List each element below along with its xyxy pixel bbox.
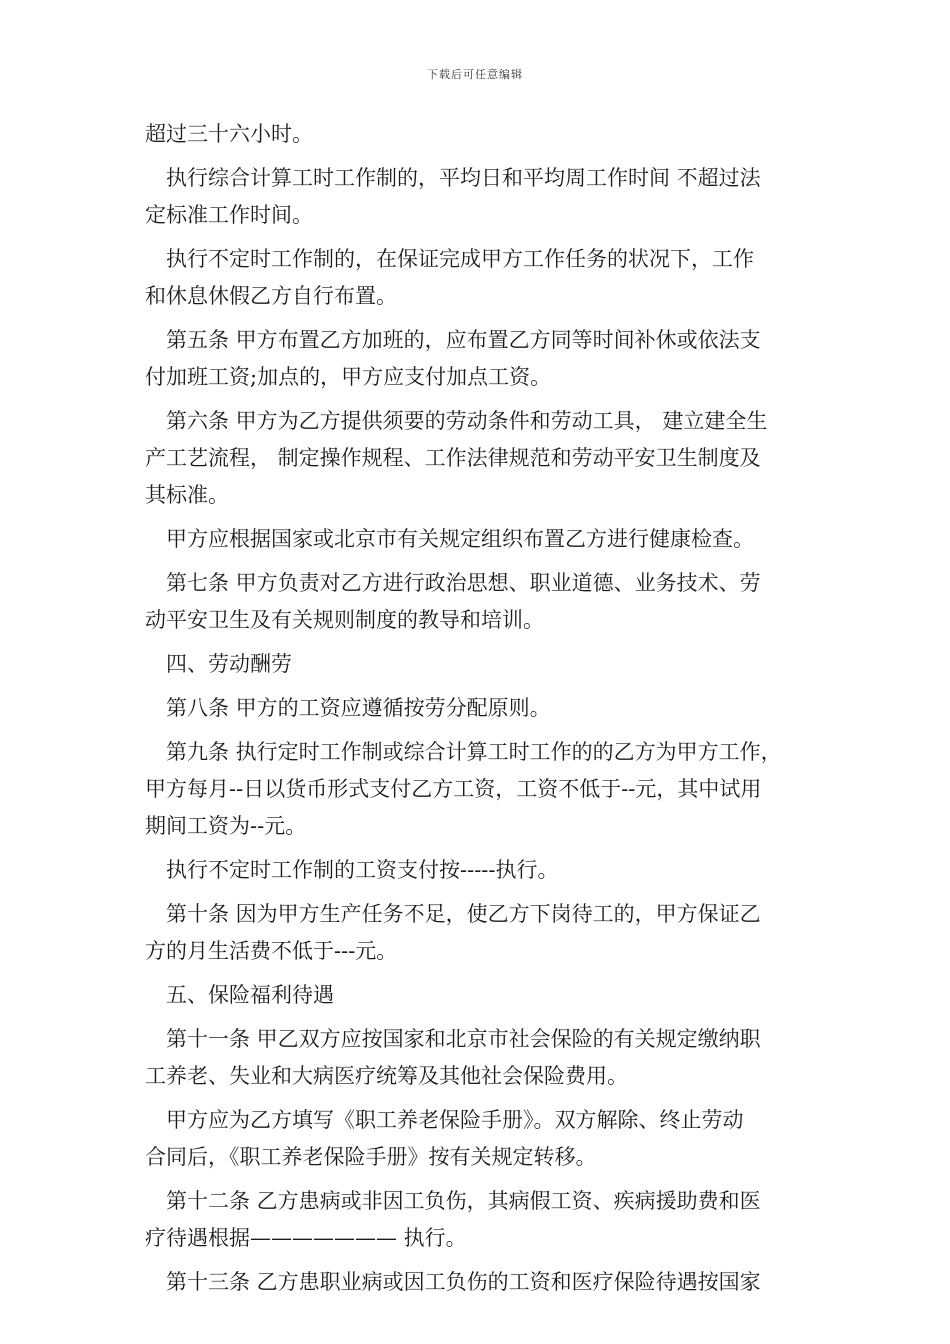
paragraph-line: 期间工资为--元。 — [145, 814, 307, 838]
paragraph — [145, 690, 810, 727]
paragraph-line: 其标准。 — [145, 483, 229, 507]
paragraph — [145, 646, 810, 683]
paragraph-line: 甲方每月--日以货币形式支付乙方工资，工资不低于--元，其中试用 — [145, 777, 762, 801]
paragraph-line: 第五条 甲方布置乙方加班的，应布置乙方同等时间补休或依法支 — [166, 328, 761, 352]
paragraph-line: 方的月生活费不低于---元。 — [145, 939, 398, 963]
paragraph-line: 疗待遇根据——————— 执行。 — [145, 1226, 467, 1250]
paragraph-line: 产工艺流程， 制定操作规程、工作法律规范和劳动平安卫生制度及 — [145, 446, 761, 470]
paragraph-line: 第十条 因为甲方生产任务不足，使乙方下岗待工的，甲方保证乙 — [166, 902, 761, 926]
paragraph — [145, 160, 810, 234]
document-body — [145, 116, 810, 1308]
paragraph — [145, 1021, 810, 1095]
paragraph — [145, 896, 810, 970]
paragraph — [145, 403, 810, 514]
paragraph — [145, 977, 810, 1014]
paragraph-line: 甲方应根据国家或北京市有关规定组织布置乙方进行健康检查。 — [166, 527, 754, 551]
paragraph-line: 五、保险福利待遇 — [166, 983, 334, 1007]
paragraph-line: 第八条 甲方的工资应遵循按劳分配原则。 — [166, 696, 551, 720]
paragraph-line: 甲方应为乙方填写《职工养老保险手册》。双方解除、终止劳动 — [166, 1108, 744, 1132]
paragraph-line: 第七条 甲方负责对乙方进行政治思想、职业道德、业务技术、劳 — [166, 571, 761, 595]
paragraph-line: 付加班工资;加点的，甲方应支付加点工资。 — [145, 365, 552, 389]
paragraph-line: 动平安卫生及有关规则制度的教导和培训。 — [145, 608, 544, 632]
paragraph — [145, 1102, 810, 1176]
paragraph — [145, 241, 810, 315]
paragraph — [145, 1183, 810, 1257]
paragraph — [145, 521, 810, 558]
paragraph-line: 工养老、失业和大病医疗统筹及其他社会保险费用。 — [145, 1064, 628, 1088]
paragraph — [145, 852, 810, 889]
paragraph — [145, 565, 810, 639]
paragraph-line: 第九条 执行定时工作制或综合计算工时工作的的乙方为甲方工作， — [166, 740, 782, 764]
paragraph-line: 执行不定时工作制的工资支付按-----执行。 — [166, 858, 559, 882]
paragraph-line: 四、劳动酬劳 — [166, 652, 292, 676]
page-header: 下载后可任意编辑 — [427, 68, 523, 81]
paragraph-line: 和休息休假乙方自行布置。 — [145, 284, 397, 308]
paragraph-line: 执行综合计算工时工作制的，平均日和平均周工作时间 不超过法 — [166, 166, 761, 190]
paragraph-line: 超过三十六小时。 — [145, 122, 313, 146]
paragraph — [145, 734, 810, 845]
paragraph-line: 定标准工作时间。 — [145, 203, 313, 227]
paragraph — [145, 322, 810, 396]
paragraph-line: 第六条 甲方为乙方提供须要的劳动条件和劳动工具， 建立建全生 — [166, 409, 768, 433]
paragraph-line: 合同后，《职工养老保险手册》按有关规定转移。 — [145, 1145, 597, 1169]
paragraph-line: 第十二条 乙方患病或非因工负伤，其病假工资、疾病援助费和医 — [166, 1189, 761, 1213]
paragraph-line: 第十一条 甲乙双方应按国家和北京市社会保险的有关规定缴纳职 — [166, 1027, 761, 1051]
paragraph — [145, 1264, 810, 1301]
paragraph-line: 第十三条 乙方患职业病或因工负伤的工资和医疗保险待遇按国家 — [166, 1270, 761, 1294]
paragraph-line: 执行不定时工作制的，在保证完成甲方工作任务的状况下，工作 — [166, 247, 754, 271]
paragraph — [145, 116, 810, 153]
